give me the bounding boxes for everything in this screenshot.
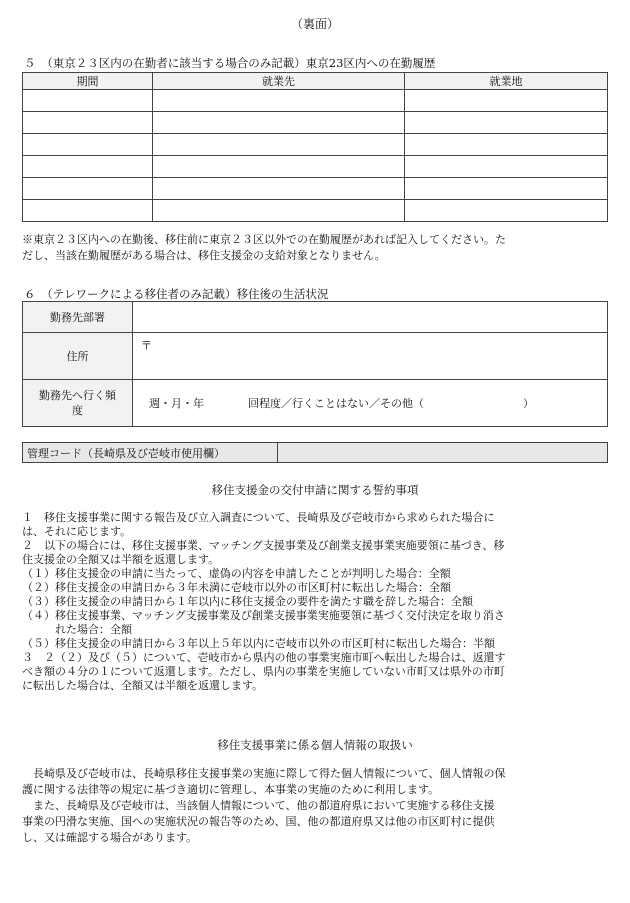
oath-line: （２）移住支援金の申請日から３年未満に壱岐市以外の市区町村に転出した場合：全額 xyxy=(22,581,451,594)
table-row xyxy=(23,134,608,156)
cell-period[interactable] xyxy=(23,178,153,200)
section5-heading: ５ （東京２３区内の在勤者に該当する場合のみ記載）東京23区内への在勤履歴 xyxy=(24,56,436,70)
note-line: だし、当該在勤履歴がある場合は、移住支援金の支給対象となりません。 xyxy=(22,249,386,262)
oath-line: （４）移住支援事業、マッチング支援事業及び創業支援事業実施要領に基づく交付決定を取り消さ xyxy=(22,609,505,622)
dept-row xyxy=(23,302,608,333)
oath-body xyxy=(22,511,506,693)
section6-heading: ６ （テレワークによる移住者のみ記載）移住後の生活状況 xyxy=(24,287,329,301)
dept-field[interactable] xyxy=(133,302,608,333)
oath-title: 移住支援金の交付申請に関する誓約事項 xyxy=(211,483,419,497)
cell-period[interactable] xyxy=(23,90,153,112)
table-row xyxy=(23,90,608,112)
oath-line: は、それに応じます。 xyxy=(22,525,132,538)
privacy-body xyxy=(22,766,506,846)
cell-workplace[interactable] xyxy=(405,200,608,222)
column-workplace: 就業地 xyxy=(405,73,608,90)
frequency-field[interactable]: 週・月・年 回程度／行くことはない／その他（ ） xyxy=(133,380,608,427)
oath-line: べき額の４分の１について返還します。ただし、県内の事業を実施していない市町又は県外の市町 xyxy=(22,665,505,678)
management-row xyxy=(23,443,608,463)
work-history-table xyxy=(22,72,608,222)
privacy-line: 事業の円滑な実施、国への実施状況の報告等のため、国、他の都道府県又は他の市区町村に提供 xyxy=(22,815,495,828)
frequency-row xyxy=(23,380,608,427)
cell-period[interactable] xyxy=(23,134,153,156)
privacy-line: 護に関する法律等の規定に基づき適切に管理し、本事業の実施のために利用します。 xyxy=(22,783,440,796)
table-row xyxy=(23,156,608,178)
address-label: 住所 xyxy=(23,333,133,380)
cell-period[interactable] xyxy=(23,156,153,178)
cell-period[interactable] xyxy=(23,112,153,134)
frequency-label xyxy=(23,380,133,427)
cell-employer[interactable] xyxy=(153,112,405,134)
cell-workplace[interactable] xyxy=(405,156,608,178)
postal-mark: 〒 xyxy=(141,339,152,352)
section5-note xyxy=(22,232,506,264)
living-situation-table xyxy=(22,301,608,427)
management-label: 管理コード（長崎県及び壱岐市使用欄） xyxy=(23,443,278,463)
oath-line: に転出した場合は、全額又は半額を返還します。 xyxy=(22,679,264,692)
page-title: （裏面） xyxy=(290,17,339,31)
cell-period[interactable] xyxy=(23,200,153,222)
cell-workplace[interactable] xyxy=(405,178,608,200)
column-employer: 就業先 xyxy=(153,73,405,90)
column-period: 期間 xyxy=(23,73,153,90)
oath-line: ３ ２（２）及び（５）について、壱岐市から県内の他の事業実施市町へ転出した場合は、返還す xyxy=(22,651,506,664)
privacy-line: し、又は確認する場合があります。 xyxy=(22,831,198,844)
oath-line: ２ 以下の場合には、移住支援事業、マッチング支援事業及び創業支援事業実施要領に基づき、移 xyxy=(22,539,505,552)
cell-employer[interactable] xyxy=(153,90,405,112)
address-field[interactable] xyxy=(133,333,608,380)
oath-line: （３）移住支援金の申請日から１年以内に移住支援金の要件を満たす職を辞した場合：全額 xyxy=(22,595,473,608)
management-code-table xyxy=(22,442,608,463)
privacy-title: 移住支援事業に係る個人情報の取扱い xyxy=(217,738,413,752)
frequency-label-line: 度 xyxy=(72,404,83,417)
oath-line: （５）移住支援金の申請日から３年以上５年以内に壱岐市以外の市区町村に転出した場合：半額 xyxy=(22,637,495,650)
table-row xyxy=(23,178,608,200)
cell-employer[interactable] xyxy=(153,156,405,178)
oath-line: １ 移住支援事業に関する報告及び立入調査について、長崎県及び壱岐市から求められた場合に xyxy=(22,511,495,524)
address-row xyxy=(23,333,608,380)
note-line: ※東京２３区内への在勤後、移住前に東京２３区以外での在勤履歴があれば記入してください。た xyxy=(22,233,506,246)
cell-workplace[interactable] xyxy=(405,90,608,112)
table-row xyxy=(23,112,608,134)
table-header-row xyxy=(23,73,608,90)
dept-label: 勤務先部署 xyxy=(23,302,133,333)
privacy-line: また、長崎県及び壱岐市は、当該個人情報について、他の都道府県において実施する移住支援 xyxy=(22,799,495,812)
cell-employer[interactable] xyxy=(153,200,405,222)
frequency-label-line: 勤務先へ行く頻 xyxy=(39,389,116,402)
cell-employer[interactable] xyxy=(153,178,405,200)
table-row xyxy=(23,200,608,222)
cell-workplace[interactable] xyxy=(405,134,608,156)
cell-employer[interactable] xyxy=(153,134,405,156)
oath-line: 住支援金の全額又は半額を返還します。 xyxy=(22,553,220,566)
cell-workplace[interactable] xyxy=(405,112,608,134)
oath-line: れた場合：全額 xyxy=(22,623,132,636)
management-field xyxy=(278,443,608,463)
oath-line: （１）移住支援金の申請に当たって、虚偽の内容を申請したことが判明した場合：全額 xyxy=(22,567,451,580)
privacy-line: 長崎県及び壱岐市は、長崎県移住支援事業の実施に際して得た個人情報について、個人情報の保 xyxy=(22,767,506,780)
